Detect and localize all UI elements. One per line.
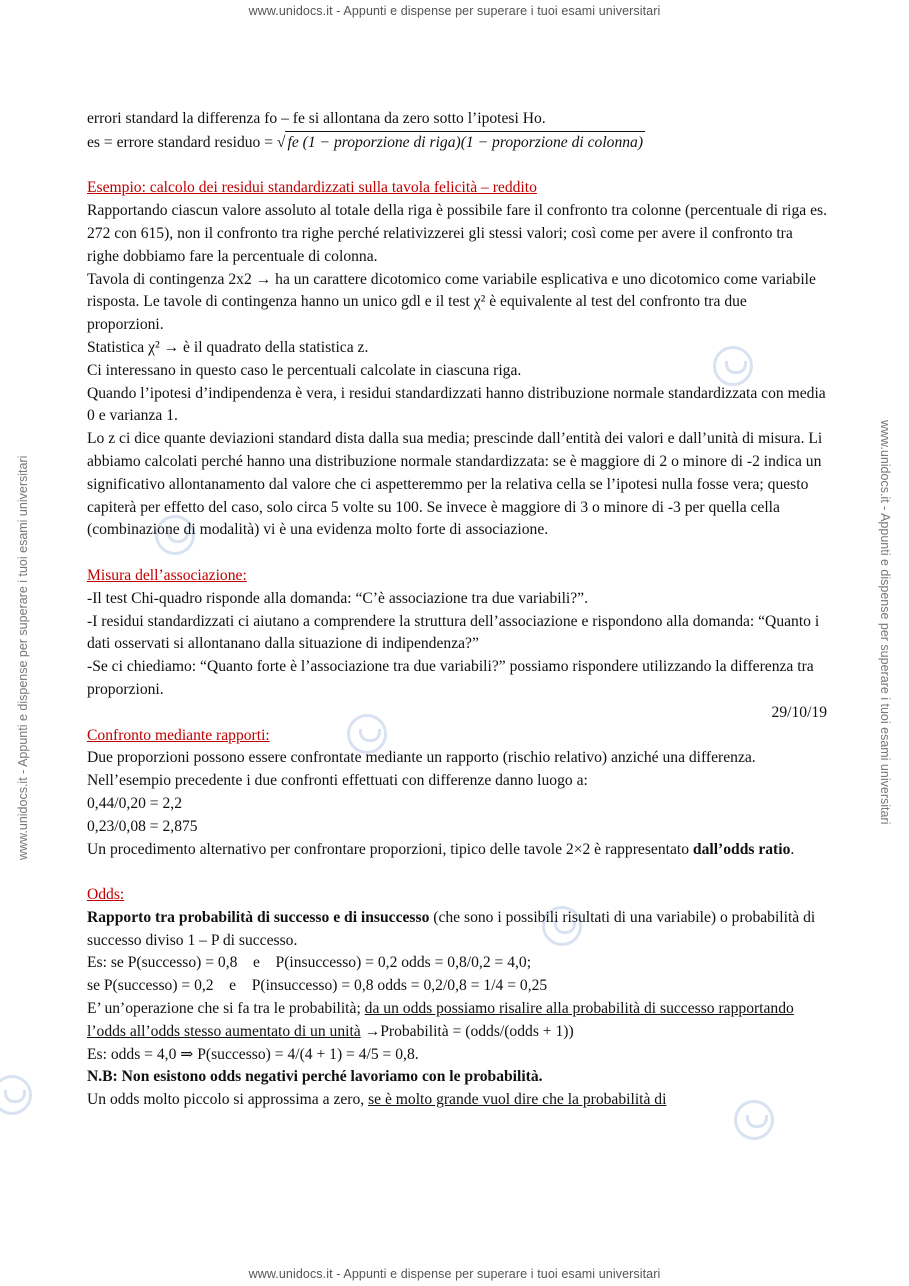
paragraph: Lo z ci dice quante deviazioni standard dista dalla sua media; prescinde dall’entità dei valori e dall’unità di misura. Li abbiamo calcolati perché hanno una distribuzione normale standardizzata: se è maggiore di 2 o minore di -2 indica un significativo allontanamento dal valore che ci aspetteremmo per la relativa cella se l’ipotesi nulla fosse vera; questo capiterà per effetto del caso, solo circa 5 volte su 100. Se invece è maggiore di 3 o minore di -3 per quella cella (combinazione di modalità) vi è una evidenza molto forte di associazione. (87, 430, 823, 539)
sqrt-symbol: √ (276, 133, 286, 151)
paragraph: -Il test Chi-quadro risponde alla domanda: “C’è associazione tra due variabili?”. (87, 589, 588, 607)
section-heading: Confronto mediante rapporti: (87, 726, 270, 744)
header-banner: www.unidocs.it - Appunti e dispense per superare i tuoi esami universitari (248, 4, 661, 18)
paragraph: Statistica χ² → è il quadrato della statistica z. (87, 338, 369, 356)
paragraph: se P(successo) = 0,2 e P(insuccesso) = 0,8 odds = 0,2/0,8 = 1/4 = 0,25 (87, 977, 548, 995)
paragraph: E’ un’operazione che si fa tra le probabilità; da un odds possiamo risalire alla probabilità di successo rapportando l’odds all’odds stesso aumentato di un unità →Probabilità = (odds/(odds + 1)) (87, 1000, 794, 1040)
paragraph: Rapporto tra probabilità di successo e di insuccesso (che sono i possibili risultati di una variabile) o probabilità di successo diviso 1 – P di successo. (87, 908, 816, 949)
document-body (87, 108, 827, 1112)
section-heading: Esempio: calcolo dei residui standardizzati sulla tavola felicità – reddito (87, 179, 537, 197)
paragraph: Ci interessano in questo caso le percentuali calcolate in ciascuna riga. (87, 361, 522, 379)
side-watermark-right: www.unidocs.it - Appunti e dispense per superare i tuoi esami universitari (878, 420, 892, 825)
footer-banner: www.unidocs.it - Appunti e dispense per superare i tuoi esami universitari (248, 1267, 661, 1281)
paragraph: 0,44/0,20 = 2,2 (87, 794, 182, 812)
paragraph: Un odds molto piccolo si approssima a zero, se è molto grande vuol dire che la probabilità di (87, 1091, 667, 1109)
formula-line: es = errore standard residuo = √ fe (1 − proporzione di riga)(1 − proporzione di colonna) (87, 131, 827, 155)
paragraph: Tavola di contingenza 2x2 → ha un carattere dicotomico come variabile esplicativa e uno dicotomico come variabile risposta. Le tavole di contingenza hanno un unico gdl e il test χ² è equivalente al test del confronto tra due proporzioni. (87, 270, 816, 334)
paragraph: Rapportando ciascun valore assoluto al totale della riga è possibile fare il confronto tra colonne (percentuale di riga es. 272 con 615), non il confronto tra righe perché relativizzerei gli stessi valori; così come per avere il confronto tra righe dobbiamo fare la percentuale di colonna. (87, 202, 827, 265)
section-heading: Odds: (87, 886, 125, 904)
paragraph: 0,23/0,08 = 2,875 (87, 817, 198, 835)
watermark-logo-icon (0, 1075, 32, 1115)
paragraph: -Se ci chiediamo: “Quanto forte è l’associazione tra due variabili?” possiamo rispondere utilizzando la differenza tra proporzioni. (87, 658, 814, 698)
text-line: errori standard la differenza fo – fe si allontana da zero sotto l’ipotesi Ho. (87, 110, 546, 127)
paragraph: Es: odds = 4,0 ⇒ P(successo) = 4/(4 + 1) = 4/5 = 0,8. (87, 1045, 419, 1063)
paragraph: Due proporzioni possono essere confrontate mediante un rapporto (rischio relativo) anziché una differenza. (87, 749, 756, 767)
paragraph: Quando l’ipotesi d’indipendenza è vera, i residui standardizzati hanno distribuzione normale standardizzata con media 0 e varianza 1. (87, 384, 826, 425)
date: 29/10/19 (771, 703, 827, 721)
paragraph: Nell’esempio precedente i due confronti effettuati con differenze danno luogo a: (87, 772, 588, 790)
formula: fe (1 − proporzione di riga)(1 − proporzione di colonna) (285, 131, 645, 155)
side-watermark-left: www.unidocs.it - Appunti e dispense per superare i tuoi esami universitari (16, 455, 30, 860)
section-heading: Misura dell’associazione: (87, 566, 247, 584)
paragraph: Es: se P(successo) = 0,8 e P(insuccesso) = 0,2 odds = 0,8/0,2 = 4,0; (87, 954, 532, 972)
paragraph: -I residui standardizzati ci aiutano a comprendere la struttura dell’associazione e rispondono alla domanda: “Quanto i dati osservati si allontanano dalla situazione di indipendenza?” (87, 612, 820, 653)
paragraph: Un procedimento alternativo per confrontare proporzioni, tipico delle tavole 2×2 è rappresentato dall’odds ratio. (87, 840, 795, 858)
paragraph: N.B: Non esistono odds negativi perché lavoriamo con le probabilità. (87, 1068, 543, 1086)
